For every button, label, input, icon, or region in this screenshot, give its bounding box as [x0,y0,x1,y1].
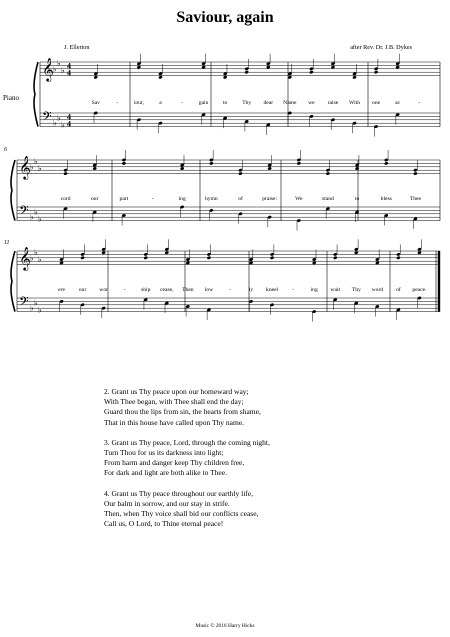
verse-line: 3. Grant us Thy peace, Lord, through the coming night, [104,437,270,447]
notehead [143,256,148,260]
lyric-syllable: - [292,287,295,293]
treble-clef: 𝄞 [42,57,54,81]
notehead [122,161,127,165]
notehead [63,172,68,176]
lyric-syllable: our [78,287,87,293]
verse-line: From harm and danger keep Thy children free, [104,458,245,468]
flat-sign: ♭ [57,113,61,123]
notehead [384,161,389,165]
lyric-syllable: We [295,196,303,202]
notehead [158,75,163,79]
notehead [244,70,249,74]
lyric-syllable: ly [248,287,254,293]
flat-sign: ♭ [30,303,34,313]
verse-line: Turn Thou for us its darkness into light; [104,448,224,458]
lyric-syllable: bless [380,196,392,202]
lyric-syllable: ing [310,287,318,293]
notehead [266,65,271,69]
lyric-syllable: one [372,100,381,106]
time-signature-treble-top: 4 [67,61,71,71]
flat-sign: ♭ [57,59,61,69]
lyric-syllable: - [229,287,231,293]
lyric-syllable: stand [322,196,334,202]
lyricist-credit: J. Ellerton [64,44,90,51]
time-signature-bass-top: 4 [67,112,71,122]
verse-line: For dark and light are both alike to Thee. [104,468,227,478]
notehead [201,65,206,69]
lyric-syllable: Name [283,100,297,106]
flat-sign: ♭ [34,248,38,258]
flat-sign: ♭ [53,118,57,128]
notehead [396,256,401,260]
lyric-syllable: ship [141,287,151,293]
lyric-syllable: of [396,287,401,293]
notehead [326,172,331,176]
brace [11,160,15,221]
notehead [80,256,85,260]
copyright-footer: Music © 2016 Harry Hicks [195,623,255,629]
notehead [355,167,360,171]
lyric-syllable: low [204,287,214,293]
lyric-syllable: Then [182,287,194,293]
flat-sign: ♭ [38,255,42,264]
bass-clef: 𝄢 [19,294,29,312]
lyric-syllable: to [354,196,360,202]
lyric-syllable: gain [198,100,209,106]
lyric-syllable: peace. [412,287,427,293]
lyric-syllable: Thy [242,100,252,106]
measure-number-11: 11 [4,240,10,246]
lyric-syllable: ac [395,100,401,106]
treble-clef: 𝄞 [19,155,31,179]
notehead [180,167,185,171]
lyric-syllable: ere [58,287,65,293]
page-title: Saviour, again [176,9,274,26]
notehead [137,65,142,69]
flat-sign: ♭ [30,212,34,222]
notehead [270,256,275,260]
lyric-syllable: Sav [91,100,100,106]
instrument-label: Piano [3,94,19,102]
verse-2 [104,387,270,428]
notehead [186,261,191,265]
notehead [223,75,228,79]
lyric-syllable: - [152,196,154,202]
flat-sign: ♭ [38,305,42,315]
verse-line: Guard thou the lips from sin, the hearts from shame, [104,407,261,417]
notehead [309,70,314,74]
lyric-syllable: kneel [266,287,279,293]
verse-line: Call us, O Lord, to Thine eternal peace! [104,519,224,529]
lyric-syllable: dear [263,100,274,106]
flat-sign: ♭ [61,66,65,75]
flat-sign: ♭ [34,207,38,217]
notehead [59,261,64,265]
lyric-syllable: wor [99,287,108,293]
notehead [352,75,357,79]
brace [34,62,38,127]
notehead [297,161,302,165]
lyric-syllable: cease, [160,287,174,293]
lyric-syllable: With [349,100,361,106]
notehead [101,251,106,255]
notehead [94,75,99,79]
lyric-syllable: Thee [409,196,422,202]
flat-sign: ♭ [34,298,38,308]
verse-line: 2. Grant us Thy peace upon our homeward way; [104,387,249,396]
verse-4 [104,489,270,530]
treble-clef: 𝄞 [19,246,31,270]
lyric-syllable: iour, [133,100,144,106]
lyric-syllable: a [159,100,162,106]
verse-line: With Thee began, with Thee shall end the day; [104,397,244,407]
lyric-syllable: hymn [204,196,218,202]
verse-line: Then, when Thy voice shall bid our conflicts cease, [104,509,259,519]
notehead [395,65,400,69]
notehead [238,172,243,176]
notehead [333,256,338,260]
lyric-syllable: - [418,100,421,106]
flat-sign: ♭ [30,162,34,172]
notehead [354,251,359,255]
composer-credit: after Rev. Dr. J.B. Dykes [350,44,412,51]
notehead [374,70,379,74]
notehead [331,65,336,69]
lyric-syllable: word [371,287,384,293]
time-signature-treble-bottom: 4 [67,68,71,78]
notehead [417,251,422,255]
bass-clef: 𝄢 [42,109,52,127]
lyric-syllable: ing [178,196,186,202]
brace [11,251,15,312]
lyric-syllable: Thy [351,287,361,293]
notehead [207,256,212,260]
notehead [209,161,214,165]
verse-3 [104,438,270,479]
notehead [375,261,380,265]
lyric-syllable: - [123,287,126,293]
flat-sign: ♭ [38,214,42,224]
lyric-syllable: part [119,196,129,202]
notehead [267,167,272,171]
notehead [165,251,170,255]
lyric-syllable: of [238,196,243,202]
verse-line: That in this house have called upon Thy name. [104,417,245,427]
lyric-syllable: - [181,100,183,106]
flat-sign: ♭ [53,64,57,74]
notehead [249,261,254,265]
verse-line: 4. Grant us Thy peace throughout our earthly life, [104,488,253,498]
lyric-syllable: - [116,100,119,106]
lyric-syllable: to [222,100,228,106]
notehead [92,167,97,171]
notehead [413,172,418,176]
flat-sign: ♭ [38,164,42,173]
time-signature-bass-bottom: 4 [67,119,71,129]
measure-number-6: 6 [4,147,7,153]
flat-sign: ♭ [30,253,34,263]
flat-sign: ♭ [34,157,38,167]
lyric-syllable: cord [60,196,71,202]
flat-sign: ♭ [61,120,65,130]
verse-line: Our balm in sorrow, and our stay in strife. [104,498,230,508]
lyric-syllable: we [308,100,315,106]
lyric-syllable: praise: [262,196,278,202]
lyric-syllable: our [90,196,99,202]
lyric-syllable: wait [330,287,341,293]
notehead [312,261,317,265]
lyric-syllable: raise [327,100,339,106]
additional-verses [104,387,270,539]
bass-clef: 𝄢 [19,203,29,221]
